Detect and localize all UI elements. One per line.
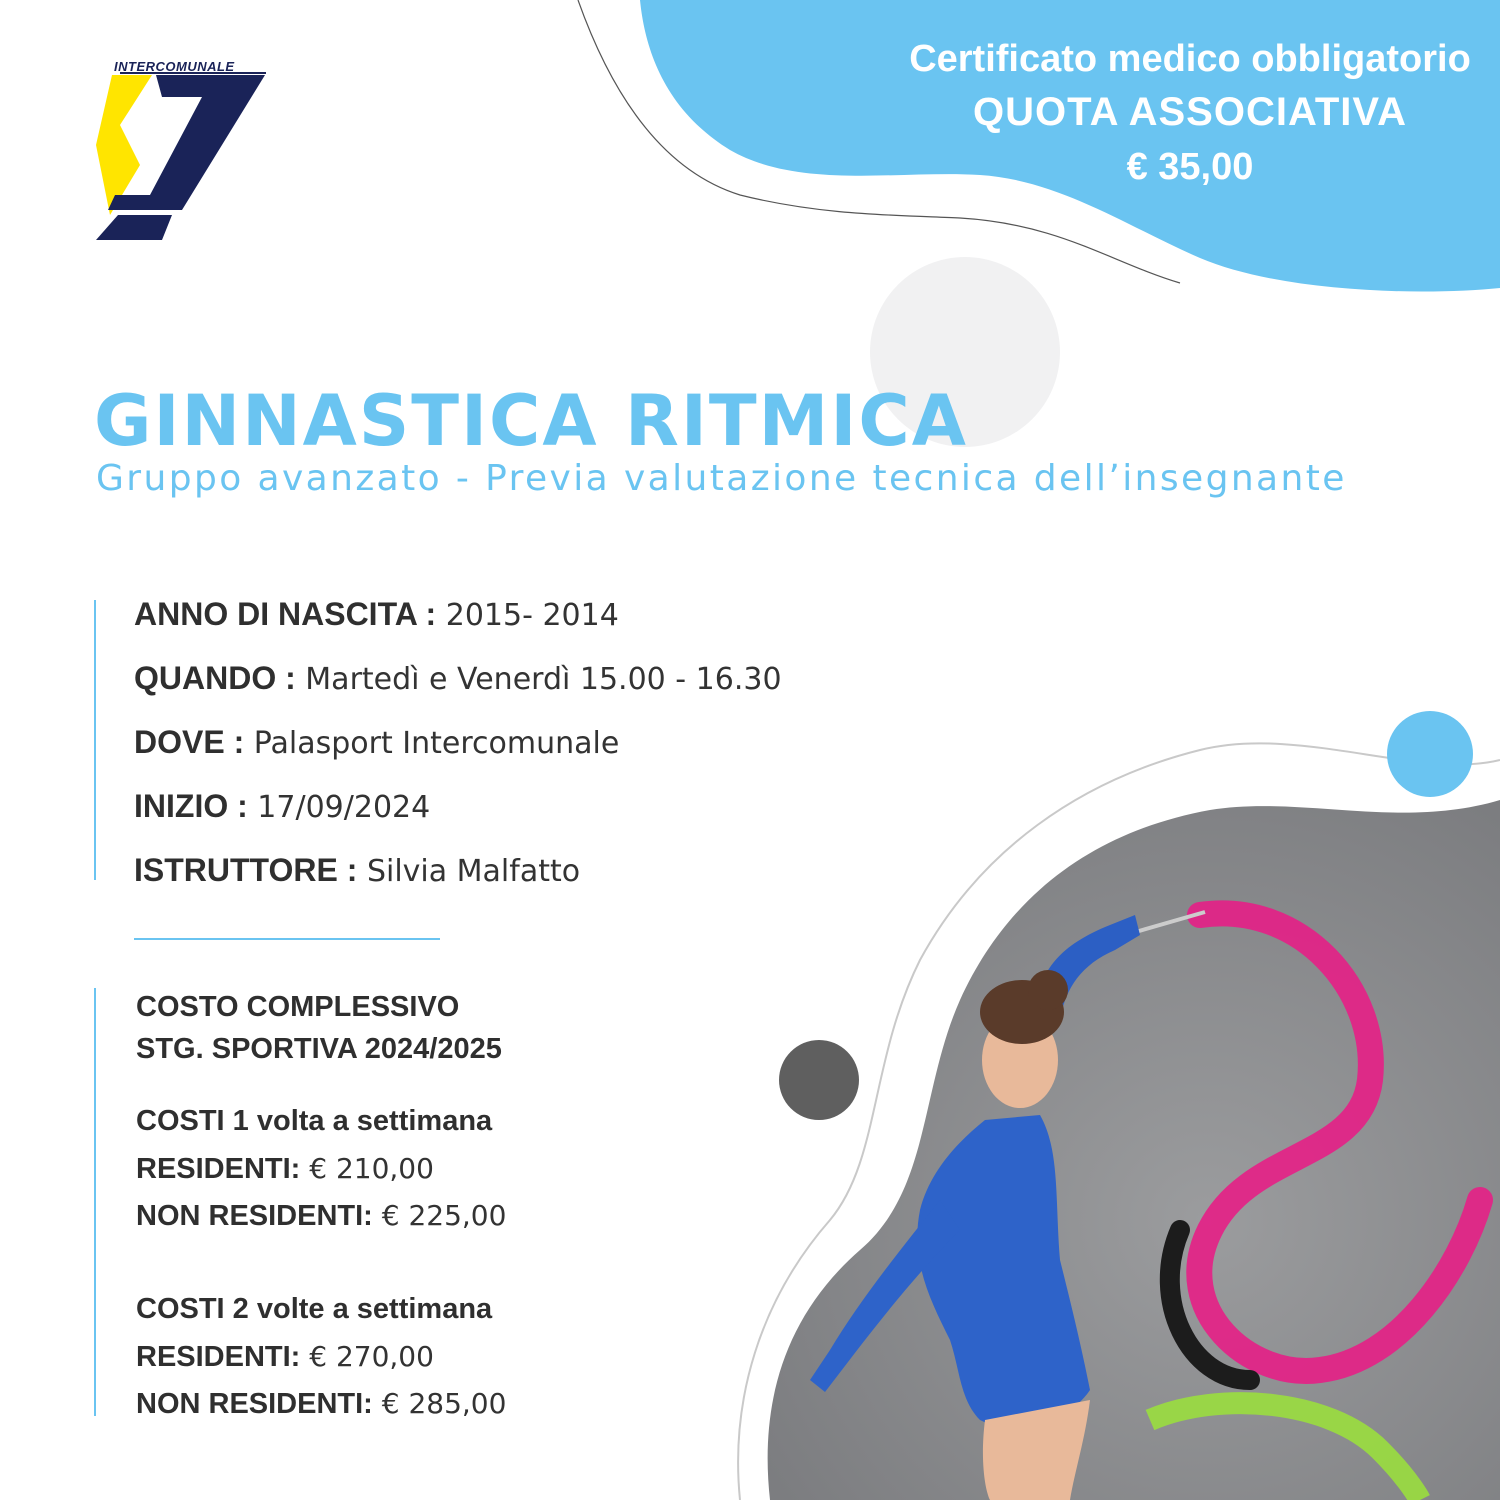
cost-heading-line1: COSTO COMPLESSIVO xyxy=(136,991,460,1023)
membership-info xyxy=(880,34,1500,194)
residenti-label: RESIDENTI: xyxy=(136,1153,301,1185)
info-value: Palasport Intercomunale xyxy=(244,726,620,761)
non-residenti-label: NON RESIDENTI: xyxy=(136,1388,373,1420)
photo-blob xyxy=(768,800,1500,1500)
non-residenti-value: € 285,00 xyxy=(372,1387,507,1420)
info-row-birth-year xyxy=(134,590,782,654)
section-divider xyxy=(134,938,440,940)
non-residenti-label: NON RESIDENTI: xyxy=(136,1200,373,1232)
info-value: Silvia Malfatto xyxy=(357,854,581,889)
residenti-label: RESIDENTI: xyxy=(136,1341,301,1373)
cost-once-title: COSTI 1 volta a settimana xyxy=(136,1105,493,1137)
info-key: INIZIO : xyxy=(134,788,248,824)
page-subtitle: Gruppo avanzato - Previa valutazione tecnica dell’insegnante xyxy=(96,458,1347,499)
course-info xyxy=(134,590,782,910)
membership-fee-label: QUOTA ASSOCIATIVA xyxy=(972,90,1408,134)
info-row-when xyxy=(134,654,782,718)
hair-bun xyxy=(1028,970,1068,1010)
info-key: ANNO DI NASCITA : xyxy=(134,596,437,632)
cost-heading-line2: STG. SPORTIVA 2024/2025 xyxy=(136,1033,502,1065)
logo-text: INTERCOMUNALE xyxy=(114,59,235,74)
cost-twice-week xyxy=(136,1286,506,1427)
info-value: 17/09/2024 xyxy=(247,790,431,825)
logo-yellow-shape xyxy=(96,75,152,215)
info-key: QUANDO : xyxy=(134,660,296,696)
cost-twice-title: COSTI 2 volte a settimana xyxy=(136,1293,493,1325)
cost-once-week xyxy=(136,1098,506,1239)
cost-accent-line xyxy=(94,988,96,1416)
membership-fee-value: € 35,00 xyxy=(1126,146,1254,188)
info-key: DOVE : xyxy=(134,724,245,760)
cost-heading xyxy=(136,986,502,1070)
info-value: Martedì e Venerdì 15.00 - 16.30 xyxy=(295,662,782,697)
info-row-instructor xyxy=(134,846,782,910)
logo-navy-base xyxy=(96,215,172,240)
residenti-value: € 210,00 xyxy=(300,1152,434,1185)
info-row-where xyxy=(134,718,782,782)
residenti-value: € 270,00 xyxy=(300,1340,434,1373)
intercomunale-logo xyxy=(90,55,270,245)
info-accent-line xyxy=(94,600,96,880)
info-key: ISTRUTTORE : xyxy=(134,852,358,888)
info-row-start xyxy=(134,782,782,846)
non-residenti-value: € 225,00 xyxy=(372,1199,507,1232)
certificate-note: Certificato medico obbligatorio xyxy=(909,38,1471,80)
info-value: 2015- 2014 xyxy=(436,598,619,633)
page-title: GINNASTICA RITMICA xyxy=(94,380,968,462)
